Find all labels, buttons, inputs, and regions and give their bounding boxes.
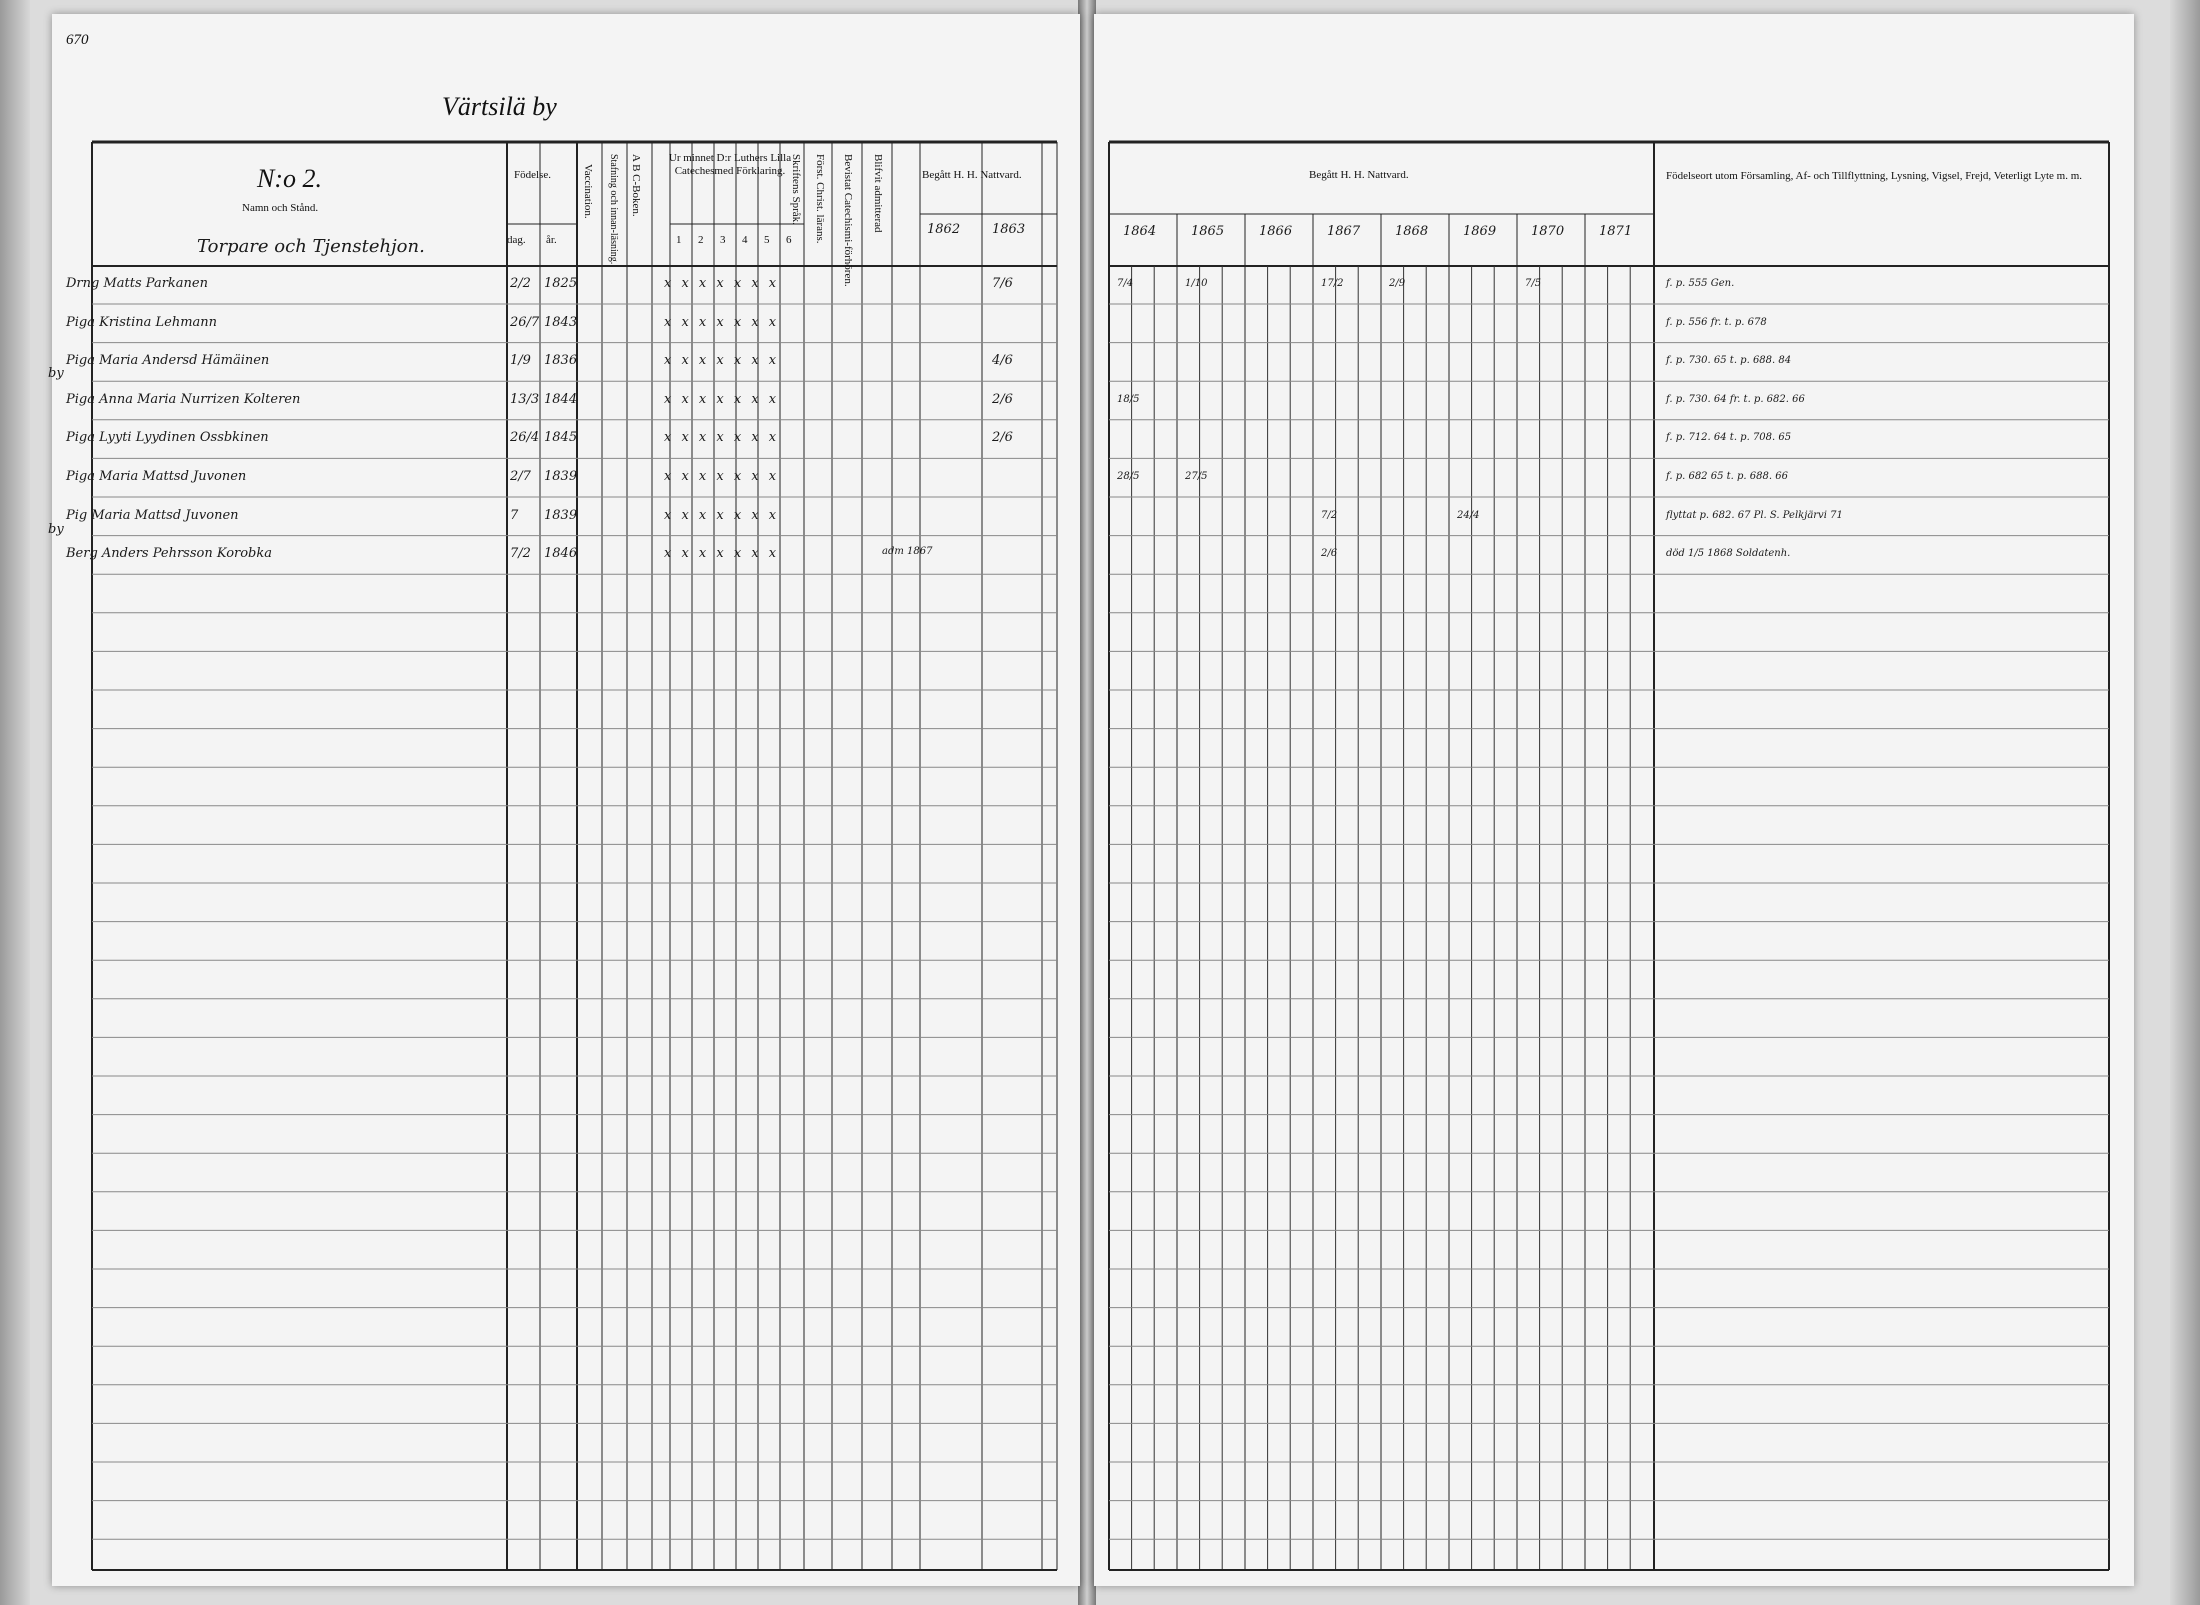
margin-note: by xyxy=(48,522,64,537)
row-birth-day: 26/4 xyxy=(510,430,540,446)
year-1868: 1868 xyxy=(1395,224,1429,239)
row-name: Piga Maria Andersd Hämäinen xyxy=(66,353,270,369)
row-birth-year: 1846 xyxy=(544,546,578,562)
row-birth-year: 1839 xyxy=(544,507,578,523)
row-name: Piga Anna Maria Nurrizen Kolteren xyxy=(66,391,301,407)
row-communion-mark: 1/10 xyxy=(1185,278,1208,289)
year-1865: 1865 xyxy=(1191,224,1225,239)
right-ruling xyxy=(1094,14,2134,1586)
row-catechism-marks: x x x x x x x xyxy=(664,314,780,330)
row-communion-mark: 2/9 xyxy=(1389,278,1406,289)
row-remark: f. p. 556 fr. t. p. 678 xyxy=(1666,316,1767,328)
book-edge-left xyxy=(0,0,30,1605)
left-page xyxy=(48,14,1080,1586)
folio-number: 670 xyxy=(66,32,89,48)
row-catechism-marks: x x x x x x x xyxy=(664,507,780,523)
header-namn: Namn och Stånd. xyxy=(242,202,319,214)
row-remark: f. p. 712. 64 t. p. 708. 65 xyxy=(1666,432,1792,444)
row-communion-mark: 2/6 xyxy=(1321,548,1338,560)
row-communion-mark: 18/5 xyxy=(1117,393,1140,405)
catechism-column-number: 3 xyxy=(720,234,726,246)
row-catechism-marks: x x x x x x x xyxy=(664,430,780,446)
row-communion-mark: 17/2 xyxy=(1321,278,1344,289)
row-remark: flyttat p. 682. 67 Pl. S. Pelkjärvi 71 xyxy=(1666,509,1843,521)
row-catechism-marks: x x x x x x x xyxy=(664,353,780,369)
row-birth-day: 2/2 xyxy=(510,276,531,291)
section-subtitle: Torpare och Tjenstehjon. xyxy=(197,236,425,257)
year-1864: 1864 xyxy=(1123,224,1157,239)
row-birth-year: 1839 xyxy=(544,469,578,484)
row-remark: f. p. 730. 65 t. p. 688. 84 xyxy=(1666,355,1792,367)
year-1862: 1862 xyxy=(927,222,961,237)
header-begatt-left: Begått H. H. Nattvard. xyxy=(922,169,1022,181)
row-birth-year: 1845 xyxy=(544,430,578,446)
header-vaccination: Vaccination. xyxy=(582,164,594,219)
year-1867: 1867 xyxy=(1327,224,1361,239)
row-birth-year: 1844 xyxy=(544,391,578,407)
row-name: Piga Maria Mattsd Juvonen xyxy=(66,469,247,484)
row-communion-mark: 7/2 xyxy=(1321,509,1338,521)
year-1870: 1870 xyxy=(1531,224,1565,239)
header-fodelseort: Födelseort utom Församling, Af- och Tillflyttning, Lysning, Vigsel, Frejd, Veterligt Lyte m. m. xyxy=(1665,170,2083,182)
row-communion-1863: 4/6 xyxy=(992,353,1013,369)
row-communion-mark: 7/4 xyxy=(1117,278,1134,289)
header-bevistat: Bevistat Catechismi-förhören. xyxy=(842,154,854,287)
row-birth-day: 26/7 xyxy=(510,314,540,330)
header-ar: år. xyxy=(546,234,557,246)
row-admission-note: adm 1867 xyxy=(882,546,933,558)
catechism-column-number: 6 xyxy=(786,234,792,246)
book-edge-right xyxy=(2170,0,2200,1605)
row-catechism-marks: x x x x x x x xyxy=(664,469,780,484)
row-communion-mark: 24/4 xyxy=(1457,509,1480,521)
row-catechism-marks: x x x x x x x xyxy=(664,276,780,291)
village-title: Värtsilä by xyxy=(442,92,557,121)
header-fodelse: Födelse. xyxy=(514,169,551,181)
row-remark: f. p. 730. 64 fr. t. p. 682. 66 xyxy=(1666,393,1805,405)
right-page xyxy=(1094,14,2134,1586)
catechism-column-number: 5 xyxy=(764,234,770,246)
row-communion-1863: 7/6 xyxy=(992,276,1013,291)
row-catechism-marks: x x x x x x x xyxy=(664,391,780,407)
register-number: N:o 2. xyxy=(257,164,322,193)
row-birth-day: 13/3 xyxy=(510,391,540,407)
row-birth-day: 7/2 xyxy=(510,546,531,562)
catechism-column-number: 2 xyxy=(698,234,704,246)
row-communion-mark: 27/5 xyxy=(1185,471,1208,482)
catechism-column-number: 4 xyxy=(742,234,748,246)
row-birth-day: 7 xyxy=(510,507,519,523)
row-remark: f. p. 682 65 t. p. 688. 66 xyxy=(1666,471,1788,482)
row-birth-day: 1/9 xyxy=(510,353,531,369)
year-1863: 1863 xyxy=(992,222,1026,237)
year-1866: 1866 xyxy=(1259,224,1293,239)
year-1871: 1871 xyxy=(1599,224,1633,239)
header-blifvit: Blifvit admitterad xyxy=(872,154,884,233)
row-communion-mark: 28/5 xyxy=(1117,471,1140,482)
margin-note: by xyxy=(48,366,64,381)
row-name: Pig Maria Mattsd Juvonen xyxy=(66,507,239,523)
row-name: Piga Kristina Lehmann xyxy=(66,314,218,330)
row-name: Drng Matts Parkanen xyxy=(66,276,208,291)
header-stafning: Stafning och innan-läsning. xyxy=(608,154,619,265)
row-remark: död 1/5 1868 Soldatenh. xyxy=(1666,548,1791,560)
header-forst: Först. Christ. lärans. xyxy=(814,154,826,244)
row-name: Piga Lyyti Lyydinen Ossbkinen xyxy=(66,430,269,446)
header-dag: dag. xyxy=(507,234,526,246)
row-name: Berg Anders Pehrsson Korobka xyxy=(66,546,273,562)
header-catechismus: Ur minnet D:r Luthers Lilla Catechesmed Förklaring. xyxy=(668,152,792,177)
catechism-column-number: 1 xyxy=(676,234,682,246)
row-communion-mark: 7/5 xyxy=(1525,278,1542,289)
row-birth-year: 1825 xyxy=(544,276,578,291)
header-abc: A B C-Boken. xyxy=(630,154,642,217)
row-birth-year: 1843 xyxy=(544,314,578,330)
row-birth-day: 2/7 xyxy=(510,469,531,484)
row-birth-year: 1836 xyxy=(544,353,578,369)
header-skrifvens: Skriftens Språk. xyxy=(790,154,802,225)
row-communion-1863: 2/6 xyxy=(992,430,1013,446)
header-begatt-right: Begått H. H. Nattvard. xyxy=(1309,169,1409,181)
year-1869: 1869 xyxy=(1463,224,1497,239)
row-communion-1863: 2/6 xyxy=(992,391,1013,407)
row-catechism-marks: x x x x x x x xyxy=(664,546,780,562)
row-remark: f. p. 555 Gen. xyxy=(1666,278,1735,289)
